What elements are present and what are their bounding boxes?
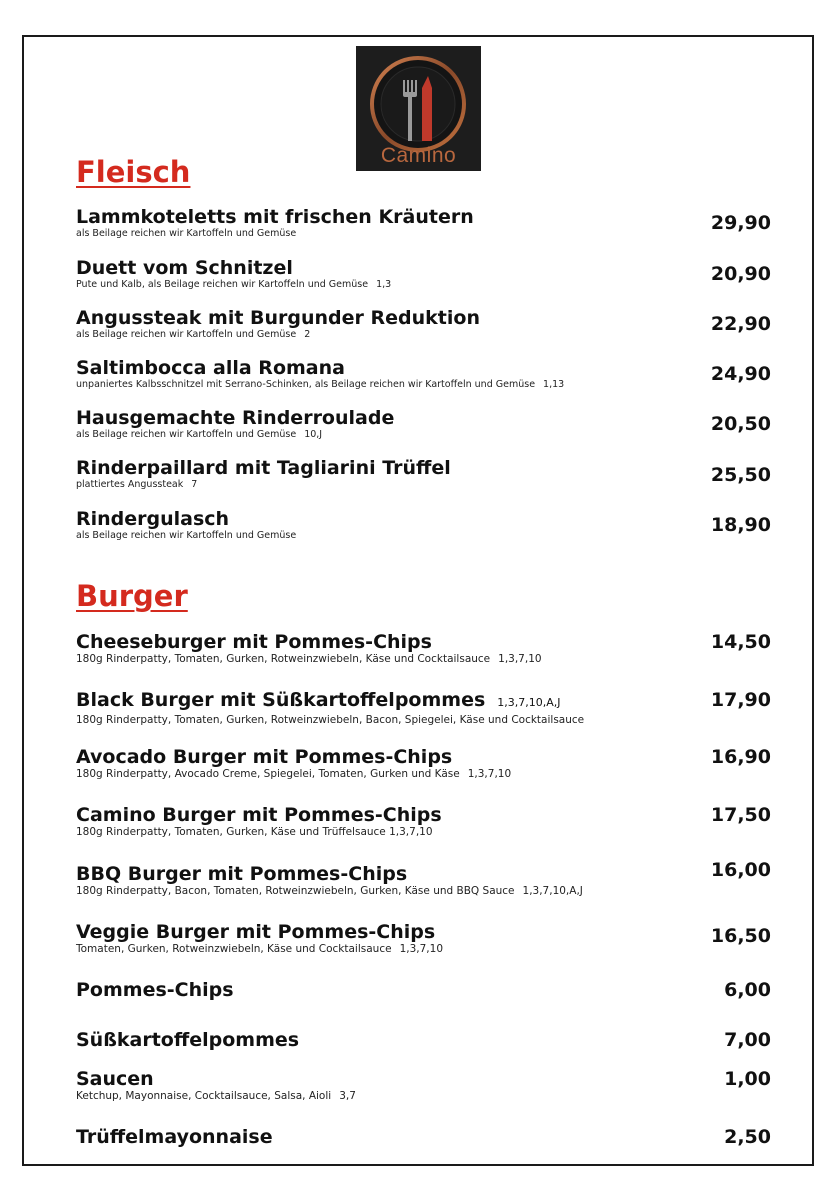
item-name — [76, 863, 776, 885]
restaurant-logo — [356, 46, 481, 171]
menu-item — [76, 631, 776, 666]
item-name-text: Cheeseburger mit Pommes-Chips — [76, 631, 432, 653]
item-description-text: Ketchup, Mayonnaise, Cocktailsauce, Salsa, Aioli — [76, 1090, 332, 1102]
allergen-codes: 1,3,7,10 — [498, 653, 542, 665]
allergen-codes: 1,13 — [543, 379, 565, 390]
item-name-text: Rindergulasch — [76, 508, 230, 530]
menu-item — [76, 804, 776, 839]
item-description — [76, 943, 776, 956]
item-name — [76, 257, 776, 279]
item-description-text: Tomaten, Gurken, Rotweinzwiebeln, Käse und Cocktailsauce — [76, 943, 392, 955]
item-description — [76, 653, 776, 666]
item-description-text: 180g Rinderpatty, Avocado Creme, Spiegelei, Tomaten, Gurken und Käse — [76, 768, 460, 780]
item-name — [76, 689, 776, 714]
item-price: 16,00 — [710, 859, 771, 881]
allergen-codes: 1,3 — [376, 279, 392, 290]
menu-item — [76, 921, 776, 956]
item-name — [76, 921, 776, 943]
allergen-codes: 1,3,7,10,A,J — [522, 885, 583, 897]
menu-item — [76, 1029, 776, 1051]
item-name-text: Veggie Burger mit Pommes-Chips — [76, 921, 436, 943]
allergen-codes: 1,3,7,10,A,J — [497, 696, 561, 709]
item-name — [76, 804, 776, 826]
item-description — [76, 429, 776, 440]
item-description — [76, 228, 776, 239]
menu-item — [76, 1068, 776, 1103]
item-price: 1,00 — [724, 1068, 771, 1090]
item-description — [76, 279, 776, 290]
item-description — [76, 379, 776, 390]
logo-text: Camino — [380, 144, 457, 167]
menu-item — [76, 257, 776, 290]
allergen-codes: 1,3,7,10 — [399, 943, 443, 955]
item-name-text: Camino Burger mit Pommes-Chips — [76, 804, 442, 826]
menu-item — [76, 689, 776, 727]
item-name — [76, 508, 776, 530]
item-price: 25,50 — [710, 464, 771, 486]
item-name — [76, 631, 776, 653]
item-name-text: Angussteak mit Burgunder Reduktion — [76, 307, 480, 329]
item-price: 17,50 — [710, 804, 771, 826]
item-price: 7,00 — [724, 1029, 771, 1051]
menu-item — [76, 979, 776, 1001]
menu-item — [76, 307, 776, 340]
menu-item — [76, 206, 776, 239]
item-name — [76, 457, 776, 479]
item-description — [76, 768, 776, 781]
item-description — [76, 530, 776, 541]
item-price: 17,90 — [710, 689, 771, 711]
section-title: Fleisch — [76, 155, 191, 189]
menu-item — [76, 1126, 776, 1148]
menu-item — [76, 746, 776, 781]
item-description-text: als Beilage reichen wir Kartoffeln und Gemüse — [76, 228, 297, 239]
menu-item — [76, 407, 776, 440]
item-name-text: BBQ Burger mit Pommes-Chips — [76, 863, 408, 885]
item-name-text: Duett vom Schnitzel — [76, 257, 293, 279]
item-description-text: als Beilage reichen wir Kartoffeln und Gemüse — [76, 530, 297, 541]
item-description-text: plattiertes Angussteak — [76, 479, 184, 490]
item-description-text: Pute und Kalb, als Beilage reichen wir Kartoffeln und Gemüse — [76, 279, 369, 290]
item-name — [76, 979, 776, 1001]
item-name-text: Lammkoteletts mit frischen Kräutern — [76, 206, 474, 228]
item-description-text: 180g Rinderpatty, Tomaten, Gurken, Rotweinzwiebeln, Bacon, Spiegelei, Käse und Cocktailsauce — [76, 714, 585, 726]
item-price: 16,50 — [710, 925, 771, 947]
item-description — [76, 885, 776, 898]
menu-item — [76, 863, 776, 898]
allergen-codes: 3,7 — [339, 1090, 356, 1102]
item-price: 16,90 — [710, 746, 771, 768]
menu-item — [76, 508, 776, 541]
item-name-text: Süßkartoffelpommes — [76, 1029, 300, 1051]
item-price: 6,00 — [724, 979, 771, 1001]
allergen-codes: 2 — [304, 329, 311, 340]
allergen-codes: 7 — [191, 479, 198, 490]
item-name — [76, 357, 776, 379]
allergen-codes: 1,3,7,10 — [467, 768, 512, 780]
item-name — [76, 1068, 776, 1090]
item-description-text: 180g Rinderpatty, Bacon, Tomaten, Rotweinzwiebeln, Gurken, Käse und BBQ Sauce — [76, 885, 515, 897]
item-description — [76, 329, 776, 340]
item-description-text: 180g Rinderpatty, Tomaten, Gurken, Rotweinzwiebeln, Käse und Cocktailsauce — [76, 653, 491, 665]
item-name — [76, 746, 776, 768]
item-price: 24,90 — [710, 363, 771, 385]
item-price: 22,90 — [710, 313, 771, 335]
item-name — [76, 1126, 776, 1148]
item-price: 29,90 — [710, 212, 771, 234]
item-price: 18,90 — [710, 514, 771, 536]
item-name — [76, 1029, 776, 1051]
item-description-text: als Beilage reichen wir Kartoffeln und Gemüse — [76, 329, 297, 340]
item-description-text: 180g Rinderpatty, Tomaten, Gurken, Käse und Trüffelsauce 1,3,7,10 — [76, 826, 433, 838]
item-name-text: Avocado Burger mit Pommes-Chips — [76, 746, 453, 768]
item-description — [76, 479, 776, 490]
item-price: 20,50 — [710, 413, 771, 435]
item-name-text: Pommes-Chips — [76, 979, 234, 1001]
item-price: 20,90 — [710, 263, 771, 285]
item-name — [76, 206, 776, 228]
item-description — [76, 1090, 776, 1103]
item-name-text: Saltimbocca alla Romana — [76, 357, 345, 379]
item-description-text: als Beilage reichen wir Kartoffeln und Gemüse — [76, 429, 297, 440]
item-name-text: Rinderpaillard mit Tagliarini Trüffel — [76, 457, 451, 479]
item-description — [76, 714, 776, 727]
item-name — [76, 307, 776, 329]
item-name-text: Trüffelmayonnaise — [76, 1126, 273, 1148]
item-name-text: Hausgemachte Rinderroulade — [76, 407, 395, 429]
item-name — [76, 407, 776, 429]
menu-item — [76, 357, 776, 390]
item-price: 14,50 — [710, 631, 771, 653]
menu-item — [76, 457, 776, 490]
item-price: 2,50 — [724, 1126, 771, 1148]
item-description-text: unpaniertes Kalbsschnitzel mit Serrano-Schinken, als Beilage reichen wir Kartoffeln und Gemüse — [76, 379, 536, 390]
allergen-codes: 10,J — [304, 429, 323, 440]
item-name-text: Black Burger mit Süßkartoffelpommes — [76, 689, 486, 711]
item-description — [76, 826, 776, 839]
item-name-text: Saucen — [76, 1068, 154, 1090]
section-title: Burger — [76, 579, 188, 613]
